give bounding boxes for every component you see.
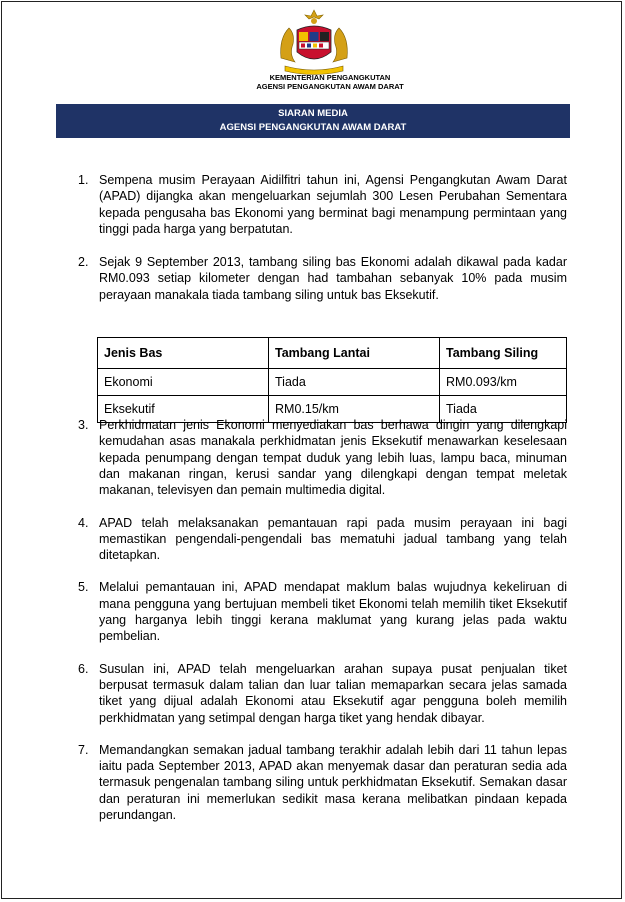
- paragraph-text: Sempena musim Perayaan Aidilfitri tahun ini, Agensi Pengangkutan Awam Darat (APAD) dijangka akan mengeluarkan sejumlah 300 Lesen Perubahan Sementara kepada pengusaha bas Ekonomi yang berminat bagi menampung permintaan yang tinggi pada harga yang berpatutan.: [99, 173, 567, 236]
- table-cell: Eksekutif: [98, 396, 269, 423]
- paragraph-2: [78, 254, 567, 303]
- paragraph-text: Memandangkan semakan jadual tambang terakhir adalah lebih dari 11 tahun lepas iaitu pada September 2013, APAD akan menyemak dasar dan peraturan sedia ada termasuk pengenalan tambang siling untuk perkhidmatan Eksekutif. Semakan dasar dan peraturan ini memerlukan sedikit masa kerana melibatkan pindaan kepada perundangan.: [99, 742, 567, 823]
- paragraph-1: [78, 172, 567, 237]
- ministry-name: [240, 73, 420, 91]
- paragraph-7: [78, 742, 567, 823]
- table-cell: Tiada: [440, 396, 567, 423]
- coat-of-arms-logo: [275, 8, 353, 76]
- paragraph-number: 2.: [78, 255, 89, 270]
- paragraph-text: Melalui pemantauan ini, APAD mendapat maklum balas wujudnya kekeliruan di mana pengguna yang bertujuan membeli tiket Ekonomi telah memilih tiket Eksekutif yang harganya lebih tinggi kerana maklumat yang kurang jelas pada waktu pembelian.: [99, 580, 567, 644]
- paragraph-number: 1.: [78, 173, 89, 187]
- banner-title-line-1: SIARAN MEDIA: [278, 108, 348, 119]
- table-cell: RM0.15/km: [269, 396, 440, 423]
- paragraph-text: Susulan ini, APAD telah mengeluarkan arahan supaya pusat penjualan tiket berpusat termasuk dalam talian dan luar talian memaparkan secara jelas samada tiket yang dijual adalah Ekonomi atau Eksekutif agar pengguna boleh memilih perkhidmatan yang setimpal dengan harga tiket yang hendak dibayar.: [99, 661, 567, 725]
- table-row: [98, 369, 567, 396]
- ministry-line-2: AGENSI PENGANGKUTAN AWAM DARAT: [256, 82, 404, 91]
- paragraph-number: 3.: [78, 418, 89, 433]
- table-cell: RM0.093/km: [440, 369, 567, 396]
- table-header-row: [98, 338, 567, 369]
- paragraph-number: 7.: [78, 742, 89, 757]
- ministry-line-1: KEMENTERIAN PENGANGKUTAN: [269, 73, 391, 82]
- paragraph-3: [78, 417, 567, 498]
- paragraph-6: [78, 661, 567, 726]
- paragraph-5: [78, 579, 567, 644]
- paragraph-number: 5.: [78, 580, 89, 595]
- title-banner: [56, 104, 570, 138]
- paragraph-number: 4.: [78, 515, 89, 530]
- paragraph-text: APAD telah melaksanakan pemantauan rapi pada musim perayaan ini bagi memastikan pengendali-pengendali bas mematuhi jadual tambang yang telah ditetapkan.: [99, 515, 567, 563]
- paragraph-number: 6.: [78, 661, 89, 676]
- paragraph-list: [78, 172, 567, 823]
- header-tambang-siling: Tambang Siling: [440, 338, 567, 369]
- header-jenis-bas: Jenis Bas: [98, 338, 269, 369]
- table-row: [98, 396, 567, 423]
- header-tambang-lantai: Tambang Lantai: [269, 338, 440, 369]
- paragraph-text: Perkhidmatan jenis Ekonomi menyediakan bas berhawa dingin yang dilengkapi kemudahan asas manakala perkhidmatan jenis Eksekutif menawarkan keselesaan kepada penumpang dengan tempat duduk yang lebih luas, lampu baca, minuman dan makanan ringan, kerusi sandar yang dilengkapi dengan tempat meletak makanan, televisyen dan pemain multimedia digital.: [99, 418, 567, 498]
- banner-title-line-2: AGENSI PENGANGKUTAN AWAM DARAT: [219, 122, 407, 133]
- paragraph-text: Sejak 9 September 2013, tambang siling bas Ekonomi adalah dikawal pada kadar RM0.093 setiap kilometer dengan had tambahan sebanyak 10% pada musim perayaan manakala tiada tambang siling untuk bas Eksekutif.: [99, 255, 567, 302]
- table-cell: Tiada: [269, 369, 440, 396]
- table-cell: Ekonomi: [98, 369, 269, 396]
- fare-table: [97, 337, 567, 423]
- paragraph-4: [78, 515, 567, 564]
